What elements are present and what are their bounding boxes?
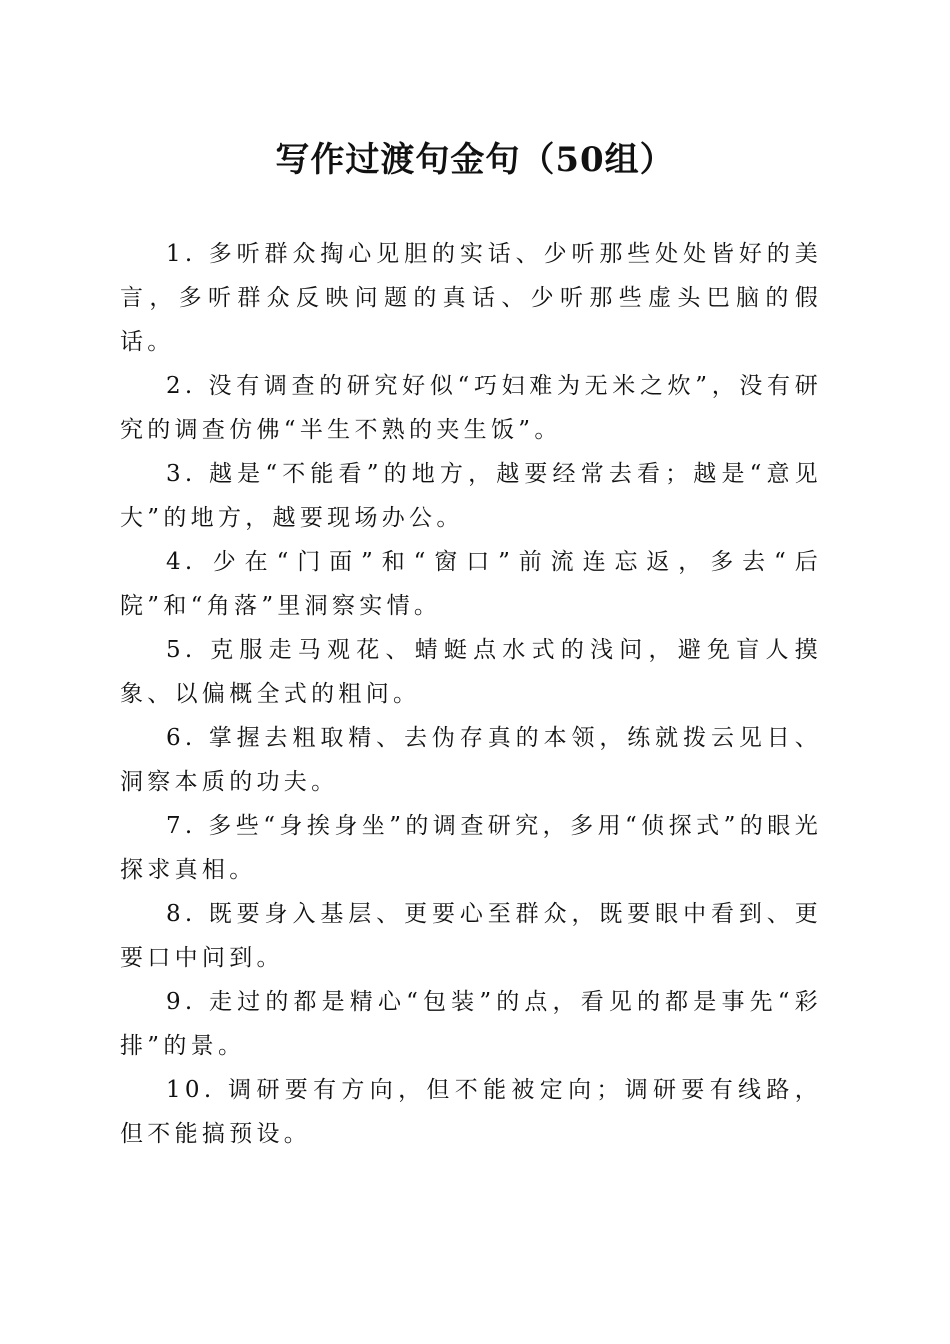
list-item: 8. 既要身入基层、更要心至群众，既要眼中看到、更要口中问到。 <box>120 901 822 971</box>
list-item: 6. 掌握去粗取精、去伪存真的本领，练就拨云见日、洞察本质的功夫。 <box>120 725 822 795</box>
list-item: 3. 越是“不能看”的地方，越要经常去看；越是“意见大”的地方，越要现场办公。 <box>120 461 822 531</box>
list-item: 9. 走过的都是精心“包装”的点，看见的都是事先“彩排”的景。 <box>120 989 822 1059</box>
list-item: 7. 多些“身挨身坐”的调查研究，多用“侦探式”的眼光探求真相。 <box>120 813 822 883</box>
list-item: 4. 少在“门面”和“窗口”前流连忘返，多去“后院”和“角落”里洞察实情。 <box>120 549 822 619</box>
list-item: 1. 多听群众掏心见胆的实话、少听那些处处皆好的美言，多听群众反映问题的真话、少听那些虚头巴脑的假话。 <box>120 241 822 355</box>
document-title: 写作过渡句金句（50组） <box>275 140 675 180</box>
list-item: 5. 克服走马观花、蜻蜓点水式的浅问，避免盲人摸象、以偏概全式的粗问。 <box>120 637 822 707</box>
list-item: 2. 没有调查的研究好似“巧妇难为无米之炊”，没有研究的调查仿佛“半生不熟的夹生饭”。 <box>120 373 822 443</box>
document-body <box>120 232 822 1156</box>
list-item: 10. 调研要有方向，但不能被定向；调研要有线路，但不能搞预设。 <box>120 1077 822 1147</box>
